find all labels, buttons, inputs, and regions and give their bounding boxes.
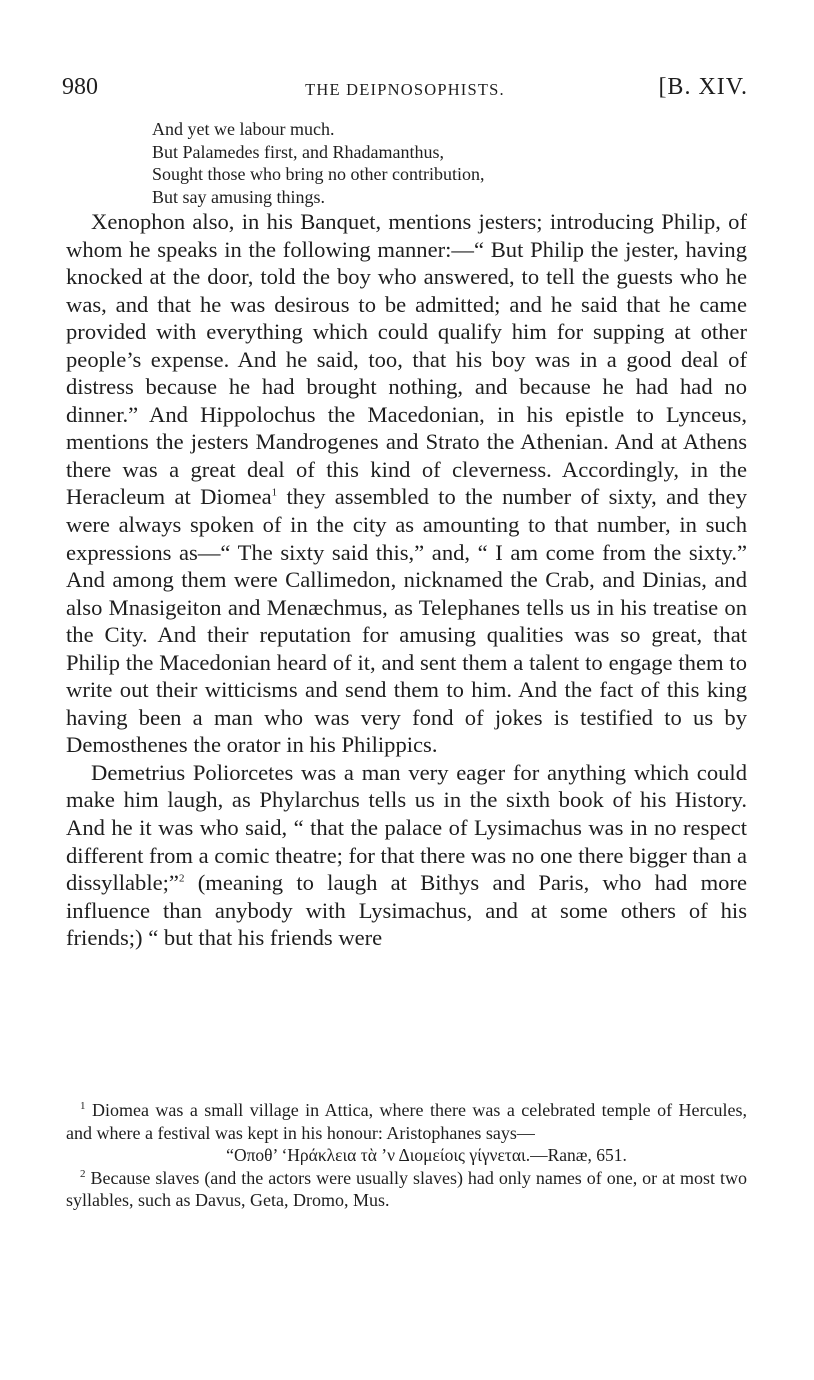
page-header <box>62 74 748 108</box>
paragraph <box>66 208 747 759</box>
paragraph-text: Xenophon also, in his Banquet, mentions jesters; introducing Philip, of whom he speaks in the following manner:—“ But Philip the jester, having knocked at the door, told the boy who answered, to tell the guests who he was, and that he was desirous to be admitted; and he said that he came provided with everything which could qualify him for supping at other people’s expense. And he said, too, that his boy was in a good deal of distress because he had brought nothing, and because he had had no dinner.” And Hippolochus the Macedonian, in his epistle to Lynceus, mentions the jesters Mandrogenes and Strato the Athenian. And at Athens there was a great deal of this kind of cleverness. Accordingly, in the Heracleum at Diomea <box>66 209 747 510</box>
verse-line: But say amusing things. <box>152 186 326 207</box>
main-text <box>66 208 747 952</box>
paragraph-text: Demetrius Poliorcetes was a man very eager for anything which could make him laugh, as Phylarchus tells us in the sixth book of his History. And he it was who said, “ that the palace of Lysimachus was in no respect different from a comic theatre; for that there was no one there bigger than a dissyllable;” <box>66 759 747 896</box>
greek-citation: “Οποθ’ ‘Ηράκλεια τὰ ’ν Διομείοις γίγνεται.—Ranæ, 651. <box>226 1145 627 1165</box>
paragraph <box>66 759 747 952</box>
footnote-ref: 1 <box>271 486 278 499</box>
footnote-mark: 1 <box>80 1100 86 1112</box>
footnotes <box>66 1099 747 1212</box>
paragraph-text: (meaning to laugh at Bithys and Paris, who had more influence than anybody with Lysimachus, and at some others of his friends;) “ but that his friends were <box>66 870 747 951</box>
footnote-text: Because slaves (and the actors were usually slaves) had only names of one, or at most two syllables, such as Davus, Geta, Dromo, Mus. <box>66 1167 747 1210</box>
verse-line: Sought those who bring no other contribution, <box>152 164 485 184</box>
footnote-text: Diomea was a small village in Attica, where there was a celebrated temple of Hercules, and where a festival was kept in his honour: Aristophanes says— <box>66 1100 747 1143</box>
page-number: 980 <box>62 74 98 100</box>
verse-line: And yet we labour much. <box>152 119 335 139</box>
footnote-mark: 2 <box>80 1167 86 1180</box>
paragraph-text: they assembled to the number of sixty, and they were always spoken of in the city as amounting to that number, in such expressions as—“ The sixty said this,” and, “ I am come from the sixty.” And among them were Callimedon, nicknamed the Crab, and Dinias, and also Mnasigeiton and Menæchmus, as Telephanes tells us in his treatise on the City. And their reputation for amusing qualities was so great, that Philip the Macedonian heard of it, and sent them a talent to engage them to write out their witticisms and send them to him. And the fact of this king having been a man who was very fond of jokes is testified to us by Demosthenes the orator in his Philippics. <box>66 484 747 758</box>
footnote <box>66 1167 747 1212</box>
verse-quotation <box>152 118 672 208</box>
footnote-ref: 2 <box>178 872 185 885</box>
verse-line: But Palamedes first, and Rhadamanthus, <box>152 141 444 162</box>
running-title: THE DEIPNOSOPHISTS. <box>305 80 505 99</box>
book-marker: [B. XIV. <box>658 74 748 100</box>
footnote <box>66 1099 747 1144</box>
